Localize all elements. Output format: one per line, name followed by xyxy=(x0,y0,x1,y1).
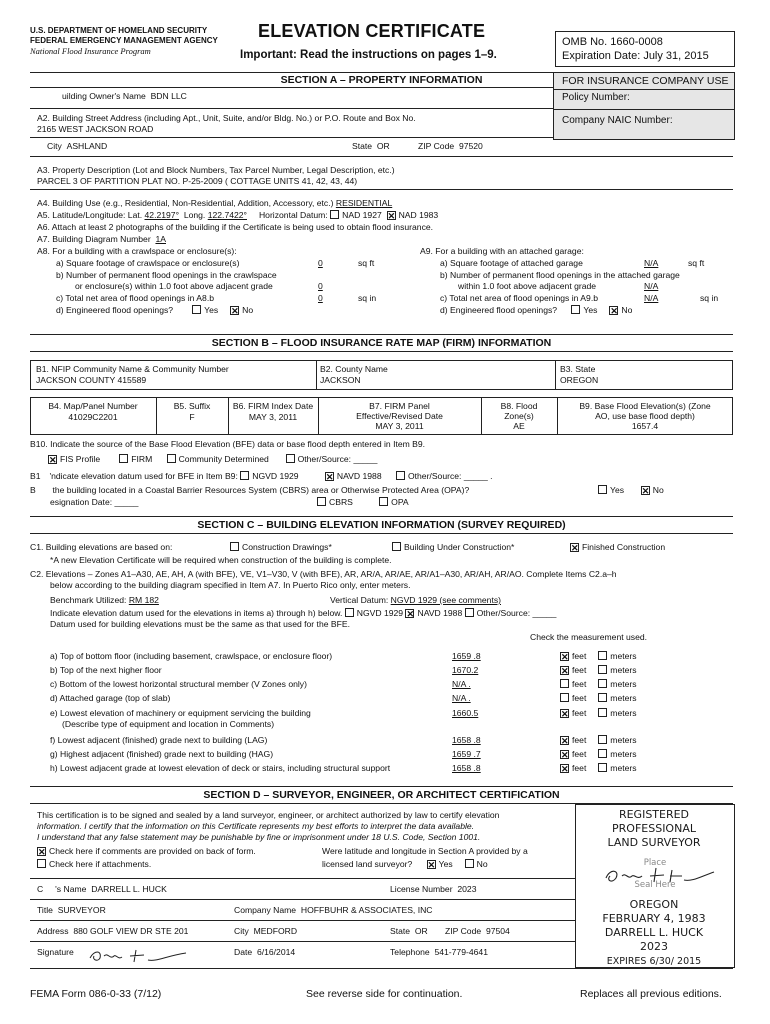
nad1927-checkbox[interactable] xyxy=(330,210,339,219)
b10-label: B10. Indicate the source of the Base Flood Elevation (BFE) data or base flood depth entered in Item B9. xyxy=(30,439,426,449)
omb-number: OMB No. 1660-0008 xyxy=(562,36,663,48)
feet-checkbox[interactable]: ✕ xyxy=(561,652,569,662)
a8-title: A8. For a building with a crawlspace or enclosure(s): xyxy=(37,246,237,256)
meters-checkbox[interactable] xyxy=(598,651,607,660)
a9c-label: c) Total net area of flood openings in A9.b xyxy=(440,293,598,303)
feet-checkbox[interactable] xyxy=(560,679,569,688)
seal-oregon: OREGON xyxy=(629,898,679,911)
a8d-row: d) Engineered flood openings? Yes ✕ No xyxy=(56,305,254,316)
cert-text-3: I understand that any false statement may be punishable by fine or imprisonment under 18 U.S. Code, Section 1001. xyxy=(37,832,481,842)
seal-date: FEBRUARY 4, 1983 xyxy=(602,912,706,925)
elevation-row-value: 1670.2 xyxy=(452,665,479,675)
meters-checkbox[interactable] xyxy=(598,679,607,688)
under-construction-checkbox[interactable] xyxy=(392,542,401,551)
c2-navd-checkbox[interactable]: ✕ xyxy=(406,609,415,619)
seal-signature-image xyxy=(600,862,720,888)
latlong-no-checkbox[interactable] xyxy=(465,859,474,868)
a9c-value: N/A xyxy=(644,293,659,303)
b2-value: JACKSON xyxy=(320,375,361,385)
a9b-value: N/A xyxy=(644,281,659,291)
a9b-label-1: b) Number of permanent flood openings in the attached garage xyxy=(440,270,680,280)
seal-land-surveyor: LAND SURVEYOR xyxy=(607,836,701,849)
b8-label-1: B8. Flood xyxy=(500,401,538,411)
expiration-date: Expiration Date: July 31, 2015 xyxy=(562,50,709,62)
c1-finished: ✕ Finished Construction xyxy=(571,542,666,553)
a9-title: A9. For a building with an attached garage: xyxy=(420,246,584,256)
attachments-checkbox[interactable] xyxy=(37,859,46,868)
c1-under: Building Under Construction* xyxy=(392,542,514,552)
nad1983-checkbox[interactable]: ✕ xyxy=(387,211,396,221)
a2-city: City ASHLAND xyxy=(47,141,108,151)
a1-value: BDN LLC xyxy=(150,91,187,101)
a8b-value: 0 xyxy=(318,281,323,291)
meters-checkbox[interactable] xyxy=(598,749,607,758)
a9b-label-2: within 1.0 foot above adjacent grade xyxy=(458,281,597,291)
elevation-row-label: c) Bottom of the lowest horizontal structural member (V Zones only) xyxy=(50,679,307,689)
elevation-row-value: 1658 .8 xyxy=(452,763,481,773)
b1-label: B1. NFIP Community Name & Community Number xyxy=(36,364,229,374)
elevation-row-label: b) Top of the next higher floor xyxy=(50,665,162,675)
cbrs-checkbox[interactable] xyxy=(317,497,326,506)
feet-checkbox[interactable]: ✕ xyxy=(561,736,569,746)
b8-label-2: Zone(s) xyxy=(504,411,534,421)
important-note: Important: Read the instructions on pages 1–9. xyxy=(240,49,497,61)
indicate-datum: Indicate elevation datum used for the elevations in items a) through h) below. NGVD 1929 ✕ NAVD 1988 Other/Source: _____ xyxy=(50,608,557,619)
c1-note: *A new Elevation Certificate will be required when construction of the building is complete. xyxy=(50,555,392,565)
elevation-row-units: ✕ feet meters xyxy=(561,763,637,774)
a6-text: A6. Attach at least 2 photographs of the building if the Certificate is being used to obtain flood insurance. xyxy=(37,222,434,232)
seal-registered: REGISTERED xyxy=(618,808,690,821)
c1-construction: Construction Drawings* xyxy=(230,542,332,552)
elevation-row-value: 1659 .8 xyxy=(452,651,481,661)
seal-professional: PROFESSIONAL xyxy=(612,822,696,835)
company-name: Company Name HOFFBUHR & ASSOCIATES, INC xyxy=(234,905,433,915)
b7-label-1: B7. FIRM Panel xyxy=(369,401,430,411)
elevation-row-label-2: (Describe type of equipment and location in Comments) xyxy=(62,719,275,729)
meters-checkbox[interactable] xyxy=(598,665,607,674)
program-name: National Flood Insurance Program xyxy=(30,46,151,56)
c2-ngvd-checkbox[interactable] xyxy=(345,608,354,617)
elevation-row-units: feet meters xyxy=(560,679,637,689)
a9d-no-checkbox[interactable]: ✕ xyxy=(610,306,618,316)
seal-number: 2023 xyxy=(640,940,668,953)
b12-row: B the building located in a Coastal Barrier Resources System (CBRS) area or Otherwise Protected Area (OPA)? xyxy=(30,485,470,495)
b12-yes-checkbox[interactable] xyxy=(598,485,607,494)
check-measurement: Check the measurement used. xyxy=(530,632,648,642)
a9c-unit: sq in xyxy=(700,293,719,303)
certifier-address: Address 880 GOLF VIEW DR STE 201 xyxy=(37,926,189,936)
a8b-label-2: or enclosure(s) within 1.0 foot above adjacent grade xyxy=(75,281,273,291)
a4-value: RESIDENTIAL xyxy=(335,198,393,208)
footer-continue: See reverse side for continuation. xyxy=(306,988,463,1000)
a9a-unit: sq ft xyxy=(688,258,705,268)
meters-checkbox[interactable] xyxy=(598,763,607,772)
section-b-title: SECTION B – FLOOD INSURANCE RATE MAP (FIRM) INFORMATION xyxy=(211,337,552,349)
b4-label: B4. Map/Panel Number xyxy=(48,401,138,411)
comments-checkbox[interactable]: ✕ xyxy=(38,847,46,857)
a8a-value: 0 xyxy=(318,258,323,268)
a3-label: A3. Property Description (Lot and Block Numbers, Tax Parcel Number, Legal Description, etc.) xyxy=(37,165,395,175)
telephone: Telephone 541-779-4641 xyxy=(390,947,488,957)
elevation-row-units: ✕ feet meters xyxy=(561,665,637,676)
b2-label: B2. County Name xyxy=(320,364,388,374)
a8c-label: c) Total net area of flood openings in A8.b xyxy=(56,293,214,303)
a2-state: State OR xyxy=(352,141,390,151)
license-number: License Number 2023 xyxy=(390,884,477,894)
a8a-unit: sq ft xyxy=(358,258,375,268)
certifier-name: C 's Name DARRELL L. HUCK xyxy=(37,884,167,894)
elevation-row-label: f) Lowest adjacent (finished) grade next to building (LAG) xyxy=(50,735,268,745)
benchmark: Benchmark Utilized: RM 182 xyxy=(50,595,159,605)
a9d-row: d) Engineered flood openings? Yes ✕ No xyxy=(440,305,633,316)
meters-checkbox[interactable] xyxy=(598,708,607,717)
elevation-row-label: e) Lowest elevation of machinery or equipment servicing the building xyxy=(50,708,311,718)
elevation-row-label: g) Highest adjacent (finished) grade next to building (HAG) xyxy=(50,749,274,759)
feet-checkbox[interactable]: ✕ xyxy=(561,709,569,719)
seal-name: DARRELL L. HUCK xyxy=(604,926,704,939)
agency-line-2: FEDERAL EMERGENCY MANAGEMENT AGENCY xyxy=(30,36,218,45)
elevation-row-value: 1660.5 xyxy=(452,708,479,718)
a8d-no-checkbox[interactable]: ✕ xyxy=(231,306,239,316)
seal-here-label: Seal Here xyxy=(634,880,676,890)
b11-other-checkbox[interactable] xyxy=(396,471,405,480)
designation-date: esignation Date: _____ xyxy=(50,497,139,507)
opa-checkbox[interactable] xyxy=(379,497,388,506)
a8c-value: 0 xyxy=(318,293,323,303)
certifier-city: City MEDFORD xyxy=(234,926,298,936)
b6-value: MAY 3, 2011 xyxy=(248,412,298,422)
feet-checkbox[interactable]: ✕ xyxy=(561,666,569,676)
elevation-row-label: h) Lowest adjacent grade at lowest elevation of deck or stairs, including structural support xyxy=(50,763,391,773)
elevation-row-label: d) Attached garage (top of slab) xyxy=(50,693,171,703)
latlong-yes-checkbox[interactable]: ✕ xyxy=(427,860,436,870)
firm-checkbox[interactable] xyxy=(119,454,128,463)
a2-label: A2. Building Street Address (including Apt., Unit, Suite, and/or Bldg. No.) or P.O. Route and Box No. xyxy=(37,113,416,123)
b6-label: B6. FIRM Index Date xyxy=(232,401,314,411)
b11-ngvd-checkbox[interactable] xyxy=(240,471,249,480)
feet-checkbox[interactable]: ✕ xyxy=(561,764,569,774)
cert-text-1: This certification is to be signed and sealed by a land surveyor, engineer, or architect authorized by law to certify elevation xyxy=(37,810,500,820)
b1-value: JACKSON COUNTY 415589 xyxy=(36,375,147,385)
b10-options: ✕ FIS Profile FIRM Community Determined Other/Source: _____ xyxy=(49,454,378,465)
a8c-unit: sq in xyxy=(358,293,377,303)
section-c-title: SECTION C – BUILDING ELEVATION INFORMATION (SURVEY REQUIRED) xyxy=(197,519,566,531)
elevation-row-units: ✕ feet meters xyxy=(561,735,637,746)
seal-expires: EXPIRES 6/30/ 2015 xyxy=(606,956,702,967)
policy-number-label: Policy Number: xyxy=(562,92,630,103)
agency-line-1: U.S. DEPARTMENT OF HOMELAND SECURITY xyxy=(30,26,208,35)
b3-value: OREGON xyxy=(560,375,599,385)
meters-checkbox[interactable] xyxy=(598,735,607,744)
elevation-row-value: 1658 .8 xyxy=(452,735,481,745)
elevation-row-value: N/A . xyxy=(452,679,471,689)
b4-value: 41029C2201 xyxy=(68,412,118,422)
b7-label-2: Effective/Revised Date xyxy=(356,411,443,421)
b12-no-checkbox[interactable]: ✕ xyxy=(641,486,650,496)
signature-date: Date 6/16/2014 xyxy=(234,947,296,957)
a1-label: uilding Owner's Name BDN LLC xyxy=(62,91,187,101)
a8a-label: a) Square footage of crawlspace or enclosure(s) xyxy=(56,258,240,268)
b5-value: F xyxy=(189,412,195,422)
a3-value: PARCEL 3 OF PARTITION PLAT NO. P-25-2009 ( COTTAGE UNITS 41, 42, 43, 44) xyxy=(37,176,358,186)
vertical-datum: Vertical Datum: NGVD 1929 (see comments) xyxy=(330,595,501,605)
b9-label-2: AO, use base flood depth) xyxy=(595,411,695,421)
cert-text-2: information. I certify that the information on this Certificate represents my best efforts to interpret the data available. xyxy=(37,821,475,831)
form-title: ELEVATION CERTIFICATE xyxy=(258,21,486,41)
elevation-row-units: feet meters xyxy=(560,693,637,703)
certifier-title: Title SURVEYOR xyxy=(37,905,106,915)
meters-checkbox[interactable] xyxy=(598,693,607,702)
a2-value: 2165 WEST JACKSON ROAD xyxy=(37,124,154,134)
a7-row: A7. Building Diagram Number 1A xyxy=(37,234,166,244)
footer-form-number: FEMA Form 086-0-33 (7/12) xyxy=(30,988,162,1000)
a9a-value: N/A xyxy=(644,258,659,268)
feet-checkbox[interactable]: ✕ xyxy=(561,750,569,760)
signature-label: Signature xyxy=(37,947,74,957)
section-d-title: SECTION D – SURVEYOR, ENGINEER, OR ARCHITECT CERTIFICATION xyxy=(203,789,560,801)
datum-note: Datum used for building elevations must be the same as that used for the BFE. xyxy=(50,619,350,629)
fis-profile-checkbox[interactable]: ✕ xyxy=(49,455,57,465)
cbrs-opa: CBRS OPA xyxy=(317,497,409,507)
a9d-yes-checkbox[interactable] xyxy=(571,305,580,314)
b8-value: AE xyxy=(513,421,525,431)
c2-text-2: below according to the building diagram specified in Item A7. In Puerto Rico only, enter meters. xyxy=(50,580,411,590)
a2-zip: ZIP Code 97520 xyxy=(418,141,483,151)
a8d-yes-checkbox[interactable] xyxy=(192,305,201,314)
elevation-row-units: ✕ feet meters xyxy=(561,651,637,662)
c2-text-1: C2. Elevations – Zones A1–A30, AE, AH, A (with BFE), VE, V1–V30, V (with BFE), AR, AR/A, AR/AE, AR/A1–A30, AR/AH, AR/AO. Complete Items C2.a–h xyxy=(30,569,617,579)
b9-label-1: B9. Base Flood Elevation(s) (Zone xyxy=(579,401,711,411)
c2-other-checkbox[interactable] xyxy=(465,608,474,617)
certifier-state: State OR xyxy=(390,926,428,936)
a8b-label-1: b) Number of permanent flood openings in the crawlspace xyxy=(56,270,277,280)
a5-row: A5. Latitude/Longitude: Lat. 42.2197° Long. 122.7422° Horizontal Datum: NAD 1927 ✕ NAD 1983 xyxy=(37,210,439,221)
signature-image xyxy=(86,944,196,966)
b5-label: B5. Suffix xyxy=(173,401,211,411)
b11-row: B1 'ndicate elevation datum used for BFE in Item B9: NGVD 1929 ✕ NAVD 1988 Other/Source: _____ . xyxy=(30,471,493,482)
a4-row: A4. Building Use (e.g., Residential, Non-Residential, Addition, Accessory, etc.) RESIDENTIAL xyxy=(37,198,393,208)
b11-navd-checkbox[interactable]: ✕ xyxy=(325,472,334,482)
comments-check: ✕ Check here if comments are provided on back of form. xyxy=(38,846,256,857)
feet-checkbox[interactable] xyxy=(560,693,569,702)
insurance-use-title: FOR INSURANCE COMPANY USE xyxy=(562,75,729,87)
finished-construction-checkbox[interactable]: ✕ xyxy=(571,543,579,553)
certifier-zip: ZIP Code 97504 xyxy=(445,926,510,936)
construction-drawings-checkbox[interactable] xyxy=(230,542,239,551)
elevation-row-label: a) Top of bottom floor (including basement, crawlspace, or enclosure floor) xyxy=(50,651,333,661)
b3-label: B3. State xyxy=(560,364,596,374)
other-source-checkbox[interactable] xyxy=(286,454,295,463)
c1-label: C1. Building elevations are based on: xyxy=(30,542,173,552)
footer-replaces: Replaces all previous editions. xyxy=(580,988,722,1000)
attachments-check: Check here if attachments. xyxy=(37,859,151,869)
elevation-row-value: N/A . xyxy=(452,693,471,703)
b9-value: 1657.4 xyxy=(631,421,659,431)
elevation-row-units: ✕ feet meters xyxy=(561,749,637,760)
naic-number-label: Company NAIC Number: xyxy=(562,115,673,126)
elevation-row-units: ✕ feet meters xyxy=(561,708,637,719)
place-seal-label: Place xyxy=(643,858,667,868)
section-a-title: SECTION A – PROPERTY INFORMATION xyxy=(30,72,733,86)
latlong-question-2: licensed land surveyor? ✕ Yes No xyxy=(322,859,488,870)
latlong-question-1: Were latitude and longitude in Section A provided by a xyxy=(322,846,528,856)
community-checkbox[interactable] xyxy=(167,454,176,463)
a9a-label: a) Square footage of attached garage xyxy=(440,258,583,268)
b12-yes-no: Yes ✕ No xyxy=(598,485,664,495)
elevation-row-value: 1659 .7 xyxy=(452,749,481,759)
b7-value: MAY 3, 2011 xyxy=(375,421,424,431)
